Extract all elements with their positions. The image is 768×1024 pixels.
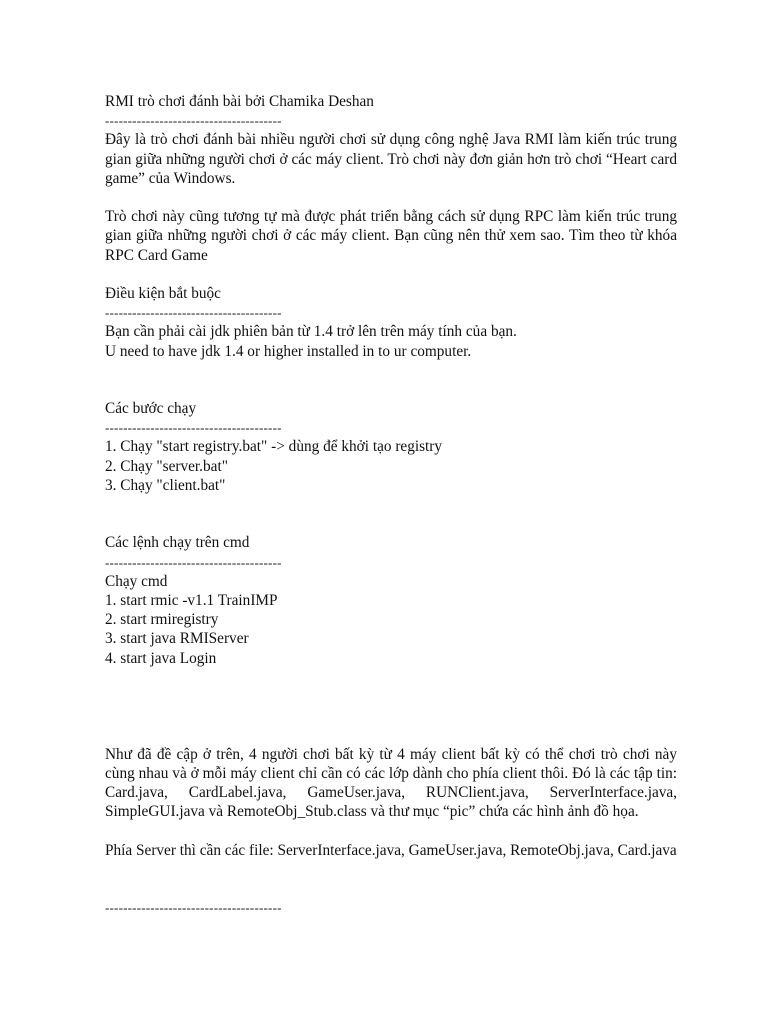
step-item: 1. Chạy "start registry.bat" -> dùng để khởi tạo registry (105, 438, 443, 456)
intro-paragraph: Đây là trò chơi đánh bài nhiều người chơi sử dụng công nghệ Java RMI làm kiến trúc trung gian giữa những người chơi ở các máy client. Trò chơi này đơn giản hơn trò chơi “Heart card game” của Windows. (105, 131, 677, 187)
command-item: Chạy cmd (105, 572, 168, 590)
document-page (105, 92, 677, 917)
separator-line: --------------------------------------- (105, 420, 282, 436)
rpc-paragraph: Trò chơi này cũng tương tự mà được phát triển bằng cách sử dụng RPC làm kiến trúc trung gian giữa những người chơi ở các máy client. Bạn cũng nên thử xem sao. Tìm theo từ khóa RPC Card Game (105, 208, 677, 264)
step-item: 3. Chạy "client.bat" (105, 476, 226, 494)
commands-heading: Các lệnh chạy trên cmd (105, 534, 250, 552)
separator-line: --------------------------------------- (105, 554, 282, 570)
spacer (105, 188, 677, 207)
step-item: 2. Chạy "server.bat" (105, 457, 228, 475)
command-item: 3. start java RMIServer (105, 630, 249, 648)
command-item: 2. start rmiregistry (105, 611, 219, 629)
spacer (105, 361, 677, 399)
separator-line: --------------------------------------- (105, 900, 282, 916)
requirement-line: Bạn cần phải cài jdk phiên bản từ 1.4 trở lên trên máy tính của bạn. (105, 323, 517, 341)
document-title: RMI trò chơi đánh bài bởi Chamika Deshan (105, 93, 374, 110)
spacer (105, 725, 677, 744)
server-files-paragraph: Phía Server thì cần các file: ServerInterface.java, GameUser.java, RemoteObj.java, Card.java (105, 841, 677, 859)
requirement-line: U need to have jdk 1.4 or higher installed in to ur computer. (105, 342, 472, 360)
command-item: 1. start rmic -v1.1 TrainIMP (105, 592, 278, 609)
separator-line: --------------------------------------- (105, 305, 282, 321)
client-files-paragraph: Như đã đề cập ở trên, 4 người chơi bất kỳ từ 4 máy client bất kỳ có thể chơi trò chơi này cùng nhau và ở mỗi máy client chỉ cần có các lớp dành cho phía client thôi. Đó là các tập tin: Card.java, CardLabel.java, GameUser.java, RUNClient.java, ServerInterface.java, SimpleGUI.java và RemoteObj_Stub.class và thư mục “pic” chứa các hình ảnh đồ họa. (105, 745, 677, 821)
separator-line: --------------------------------------- (105, 113, 282, 129)
spacer (105, 860, 677, 898)
command-item: 4. start java Login (105, 649, 217, 667)
spacer (105, 668, 677, 726)
spacer (105, 821, 677, 840)
requirements-heading: Điều kiện bắt buộc (105, 284, 221, 302)
steps-heading: Các bước chạy (105, 400, 197, 418)
spacer (105, 265, 677, 284)
spacer (105, 495, 677, 533)
